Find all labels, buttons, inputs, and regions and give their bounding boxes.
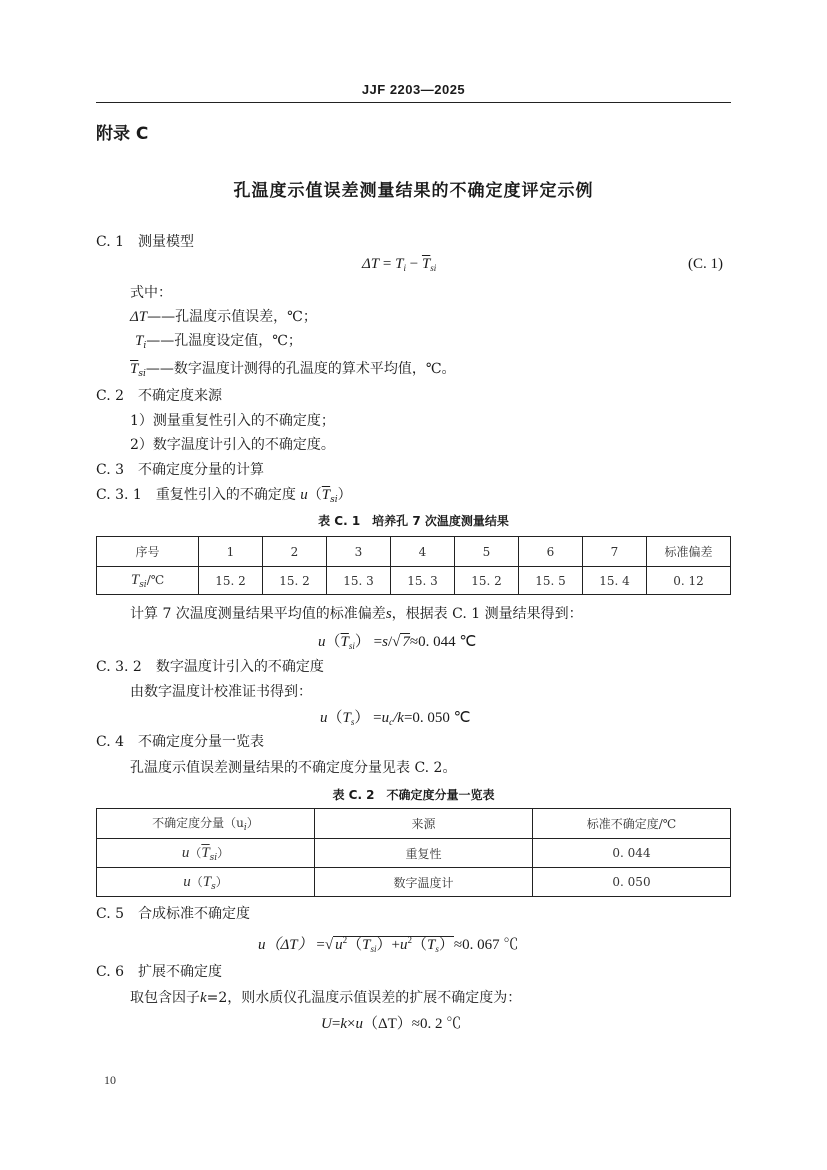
eq-slash: / <box>387 634 393 650</box>
source-item-1: 1）测量重复性引入的不确定度； <box>130 413 335 429</box>
c31-sym-t: $\overline{T}$ <box>321 487 331 503</box>
eq-minus: − <box>409 256 419 272</box>
table-c1 <box>96 536 731 595</box>
table1-caption: 表 C. 1 培养孔 7 次温度测量结果 <box>318 514 509 528</box>
eq-equals: = <box>382 256 392 272</box>
eq-t: $\overline{T}$ <box>340 634 349 650</box>
h1-end: ） <box>246 816 259 830</box>
table2-caption: 表 C. 2 不确定度分量一览表 <box>332 788 495 802</box>
eq-u1: u <box>335 937 343 953</box>
eq-sq1: 2 <box>342 935 348 945</box>
table-c2-header-row <box>97 809 731 839</box>
c6-paragraph <box>130 987 521 1007</box>
eq-sq2: 2 <box>407 935 412 945</box>
equation-number: (C. 1) <box>688 256 723 272</box>
eq-paren: （ΔT） <box>362 1016 412 1032</box>
row-label-unit: /℃ <box>146 572 165 587</box>
table-c1-header-cell: 标准偏差 <box>647 537 731 567</box>
c4-paragraph: 孔温度示值误差测量结果的不确定度分量见表 C. 2。 <box>130 760 457 776</box>
table-c2-component: $u(\overline{T}_{si})$ <box>97 839 315 868</box>
where-label: 式中： <box>130 285 172 301</box>
eq-sub1: si <box>370 944 377 954</box>
table-c2-source: 重复性 <box>315 839 533 868</box>
eq-result: ≈0. 2 ℃ <box>411 1016 462 1032</box>
eq-lhs: ΔT <box>362 256 380 272</box>
row-label-sub: si <box>139 579 147 590</box>
comp-t: T <box>202 873 212 890</box>
eq-equals: = <box>373 634 383 650</box>
eq-radical: $u^2(\overline{T}_{si})+u^2(T_s)$ <box>335 935 454 954</box>
document-code: JJF 2203—2025 <box>361 82 466 97</box>
table-c1-header-cell: 7 <box>583 537 647 567</box>
section-c32-heading: C. 3. 2 数字温度计引入的不确定度 <box>96 659 324 675</box>
equation-c31: $u(\overline{T}_{si}) =s/√$ 7≈0. 044 ℃ <box>318 634 477 651</box>
c31-sym-sub: si <box>330 495 338 505</box>
eq-k: k <box>340 1016 347 1032</box>
table-c1-data-row <box>97 567 731 595</box>
eq-u: u <box>355 1016 363 1032</box>
def-symbol: T <box>135 333 144 349</box>
section-c6-heading: C. 6 扩展不确定度 <box>96 964 223 980</box>
def-symbol: ΔT <box>130 309 148 325</box>
def-sub: si <box>138 369 146 379</box>
section-c1-heading: C. 1 测量模型 <box>96 234 195 250</box>
eq-equals: = <box>331 1016 341 1032</box>
h1-text: 不确定度分量（u <box>152 816 244 830</box>
eq-ti-sub: i <box>403 263 406 273</box>
eq-s: s <box>382 634 388 650</box>
eq-u: u <box>320 710 328 726</box>
c31-text-b: ，根据表 C. 1 测量结果得到： <box>391 606 583 622</box>
appendix-title: 孔温度示值误差测量结果的不确定度评定示例 <box>233 181 594 201</box>
eq-result: =0. 050 ℃ <box>403 710 471 726</box>
eq-sub2: s <box>435 944 439 954</box>
table-c1-cell: 15. 2 <box>455 567 519 595</box>
eq-ti: T <box>395 256 404 272</box>
table-c2-row <box>97 868 731 897</box>
eq-tsi-sub: si <box>430 263 437 273</box>
def-symbol: $\overline{T}$ <box>130 361 139 377</box>
eq-t1: $\overline{T}$ <box>362 937 371 953</box>
c31-text-a: 计算 7 次温度测量结果平均值的标准偏差 <box>130 606 386 622</box>
c31-sym-u: u <box>300 487 308 503</box>
equation-c1 <box>362 256 436 273</box>
table-c2-header-cell <box>97 809 315 839</box>
table-c2-source: 数字温度计 <box>315 868 533 897</box>
eq-U: U <box>321 1016 332 1032</box>
table-c1-cell: 15. 4 <box>583 567 647 595</box>
eq-sub: s <box>350 717 355 727</box>
definition-delta-t <box>130 306 317 326</box>
equation-c6 <box>321 1012 461 1033</box>
eq-result: ≈0. 044 ℃ <box>409 634 477 650</box>
table-c2-value: 0. 044 <box>533 839 731 868</box>
table-c1-row-label <box>97 567 199 595</box>
table-c2-header-cell: 标准不确定度/℃ <box>533 809 731 839</box>
eq-uc: u <box>381 710 390 726</box>
table-c1-header-row <box>97 537 731 567</box>
c31-text-s: s <box>385 606 392 622</box>
eq-sub: si <box>348 641 355 651</box>
eq-u2: u <box>399 937 408 953</box>
eq-radicand: 7 <box>402 634 410 650</box>
table-c2-component: $u(T_s)$ <box>97 868 315 897</box>
table-c1-cell: 15. 3 <box>327 567 391 595</box>
def-sub: i <box>143 341 147 351</box>
eq-t2: T <box>426 937 436 953</box>
h1-sub: i <box>243 823 247 833</box>
eq-plus: + <box>391 937 400 953</box>
eq-equals: = <box>316 937 325 953</box>
c31-paragraph <box>130 603 583 623</box>
c32-paragraph: 由数字温度计校准证书得到： <box>130 684 312 700</box>
def-text: ——数字温度计测得的孔温度的算术平均值，℃。 <box>145 361 456 377</box>
eq-result: ≈0. 067 ℃ <box>453 937 519 953</box>
def-text: ——孔温度示值误差，℃； <box>147 309 317 325</box>
eq-k: /k <box>393 710 404 726</box>
table-c1-header-cell: 6 <box>519 537 583 567</box>
table-c2-row <box>97 839 731 868</box>
comp-sub: s <box>211 881 216 892</box>
table-c1-cell: 0. 12 <box>647 567 731 595</box>
row-label-sym: T <box>130 571 140 588</box>
appendix-label: 附录 C <box>96 124 149 144</box>
equation-c5: u（ΔT） =√ $u^2(\overline{T}_{si})+u^2(T_s)\approx 0$. 067 ℃ <box>258 935 519 954</box>
table-c1-header-cell: 序号 <box>97 537 199 567</box>
table-c1-header-cell: 2 <box>263 537 327 567</box>
comp-sub: si <box>209 852 218 863</box>
c31-heading-text: C. 3. 1 重复性引入的不确定度 <box>96 487 296 503</box>
equation-c32: $u(T_s) =u_c/k=0$. 050 ℃ <box>320 710 471 727</box>
definition-ti <box>135 330 302 351</box>
section-c31-heading: C. 3. 1 重复性引入的不确定度 $u(\overline{T}_{si})$ <box>96 487 352 505</box>
eq-uc-sub: c <box>389 717 394 727</box>
source-item-2: 2）数字温度计引入的不确定度。 <box>130 437 335 453</box>
definition-tsi <box>130 358 456 379</box>
section-c3-heading: C. 3 不确定度分量的计算 <box>96 462 265 478</box>
section-c5-heading: C. 5 合成标准不确定度 <box>96 906 251 922</box>
table-c1-header-cell: 1 <box>199 537 263 567</box>
table-c1-cell: 15. 5 <box>519 567 583 595</box>
c6-text-b: =2，则水质仪孔温度示值误差的扩展不确定度为： <box>206 990 522 1006</box>
table-c1-header-cell: 4 <box>391 537 455 567</box>
def-text: ——孔温度设定值，℃； <box>146 333 302 349</box>
eq-lhs: u（ΔT） <box>258 937 313 953</box>
table-c2-value: 0. 050 <box>533 868 731 897</box>
page-number: 10 <box>104 1073 116 1087</box>
eq-times: × <box>346 1016 356 1032</box>
table-c1-cell: 15. 2 <box>263 567 327 595</box>
section-c2-heading: C. 2 不确定度来源 <box>96 388 223 404</box>
table-c1-header-cell: 5 <box>455 537 519 567</box>
eq-equals: = <box>373 710 382 726</box>
table-c1-header-cell: 3 <box>327 537 391 567</box>
table-c2-header-cell: 来源 <box>315 809 533 839</box>
eq-tsi: $\overline{T}$ <box>421 256 431 272</box>
table-c1-cell: 15. 2 <box>199 567 263 595</box>
eq-t: T <box>342 710 351 726</box>
eq-u: u <box>318 634 326 650</box>
comp-t: $\overline{T}$ <box>201 844 210 861</box>
table-c1-cell: 15. 3 <box>391 567 455 595</box>
header-rule <box>96 102 731 103</box>
section-c4-heading: C. 4 不确定度分量一览表 <box>96 734 265 750</box>
comp-u: u <box>181 844 190 861</box>
comp-u: u <box>183 873 191 890</box>
c6-text-k: k <box>200 990 207 1006</box>
table-c2 <box>96 808 731 897</box>
c6-text-a: 取包含因子 <box>130 990 200 1006</box>
